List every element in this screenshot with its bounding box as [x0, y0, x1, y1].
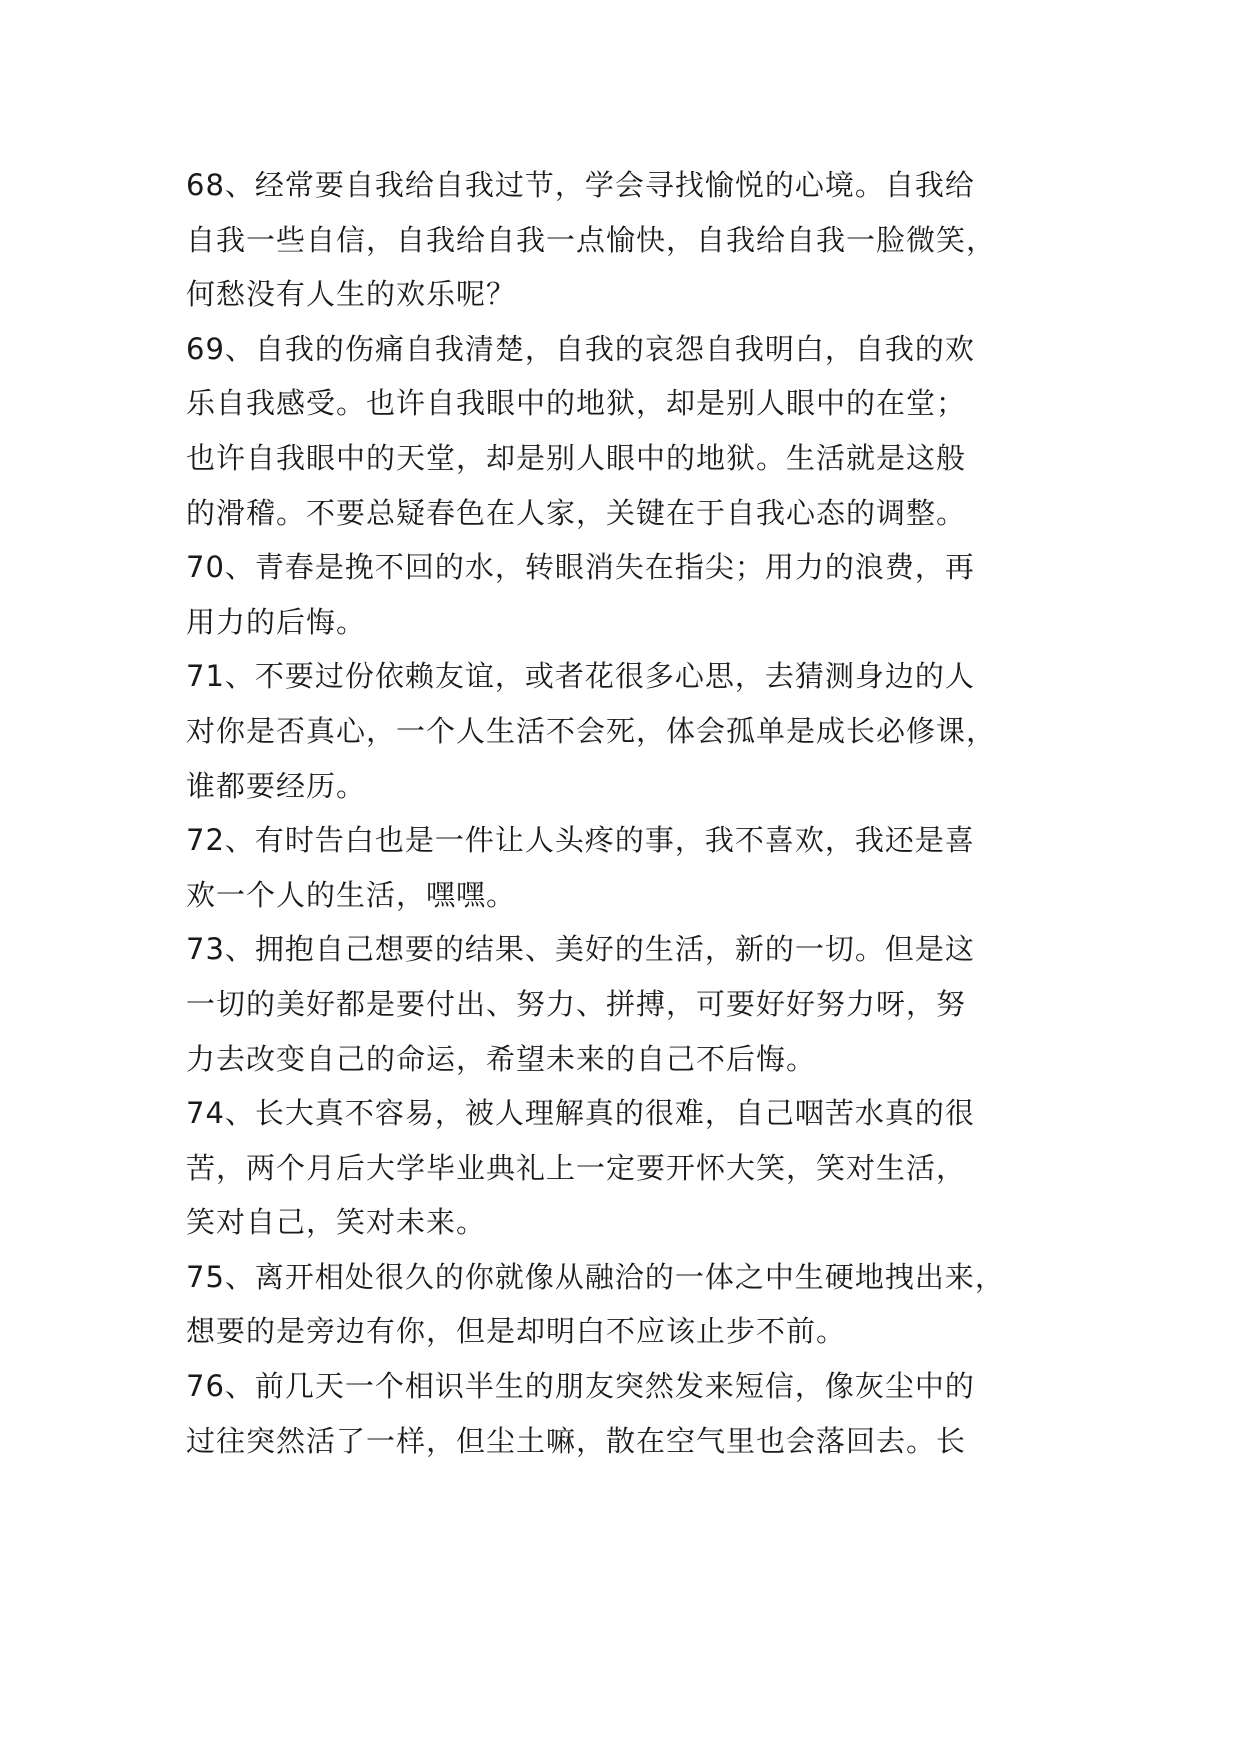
text-line: 力去改变自己的命运，希望未来的自己不后悔。	[186, 1041, 817, 1076]
text-line: 何愁没有人生的欢乐呢？	[186, 277, 517, 312]
text-line: 72、有时告白也是一件让人头疼的事，我不喜欢，我还是喜	[186, 823, 975, 858]
text-line: 对你是否真心，一个人生活不会死，体会孤单是成长必修课，	[186, 713, 997, 748]
text-line: 也许自我眼中的天堂，却是别人眼中的地狱。生活就是这般	[186, 440, 967, 475]
text-line: 70、青春是挽不回的水，转眼消失在指尖；用力的浪费，再	[186, 550, 975, 585]
text-line: 欢一个人的生活，嘿嘿。	[186, 877, 517, 912]
text-line: 谁都要经历。	[186, 768, 367, 803]
text-line: 的滑稽。不要总疑春色在人家，关键在于自我心态的调整。	[186, 495, 967, 530]
text-line: 想要的是旁边有你，但是却明白不应该止步不前。	[186, 1314, 847, 1349]
text-line: 68、经常要自我给自我过节，学会寻找愉悦的心境。自我给	[186, 168, 975, 202]
text-line: 74、长大真不容易，被人理解真的很难，自己咽苦水真的很	[186, 1096, 975, 1131]
text-line: 用力的后悔。	[186, 604, 367, 639]
text-line: 苦，两个月后大学毕业典礼上一定要开怀大笑，笑对生活，	[186, 1150, 967, 1185]
text-line: 75、离开相处很久的你就像从融洽的一体之中生硬地拽出来，	[186, 1259, 1005, 1294]
text-line: 一切的美好都是要付出、努力、拼搏，可要好好努力呀，努	[186, 986, 967, 1021]
text-line: 69、自我的伤痛自我清楚，自我的哀怨自我明白，自我的欢	[186, 331, 975, 366]
document-body	[186, 158, 1064, 1468]
text-line: 乐自我感受。也许自我眼中的地狱，却是别人眼中的在堂；	[186, 386, 967, 421]
text-line: 76、前几天一个相识半生的朋友突然发来短信，像灰尘中的	[186, 1369, 975, 1404]
text-line: 过往突然活了一样，但尘土嘛，散在空气里也会落回去。长	[186, 1423, 967, 1458]
text-line: 73、拥抱自己想要的结果、美好的生活，新的一切。但是这	[186, 932, 975, 967]
text-line: 自我一些自信，自我给自我一点愉快，自我给自我一脸微笑，	[186, 222, 997, 257]
text-line: 笑对自己，笑对未来。	[186, 1205, 487, 1240]
text-line: 71、不要过份依赖友谊，或者花很多心思，去猜测身边的人	[186, 659, 975, 694]
